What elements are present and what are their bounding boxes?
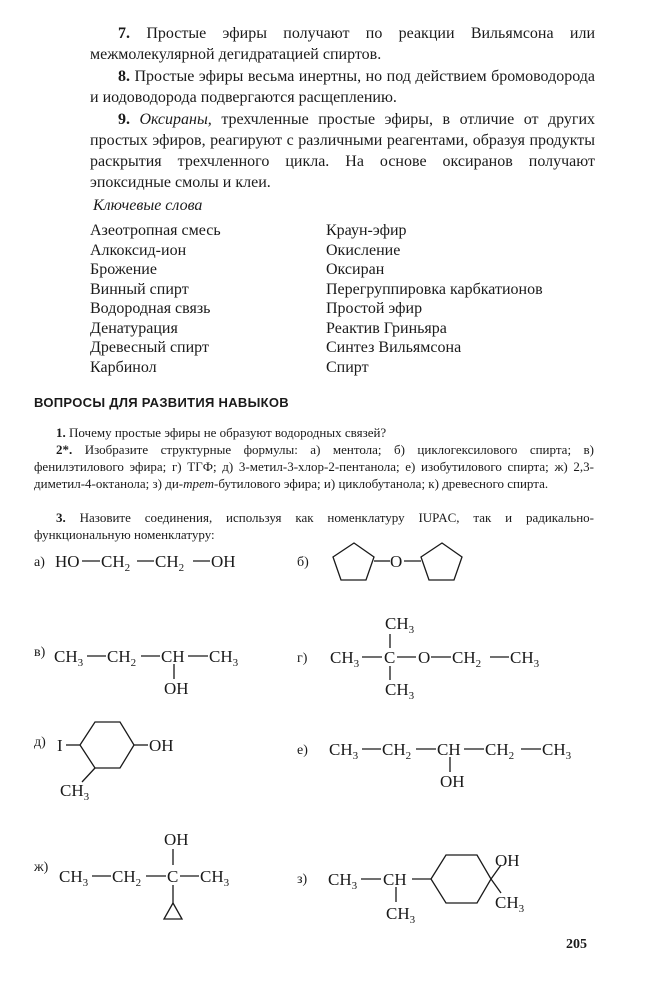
question-text: -бутилового эфира; и) циклобутанола; к) древесного спирта. xyxy=(214,476,549,491)
atom-oh: OH xyxy=(211,552,236,571)
atom-ch3: $CH_3$ xyxy=(542,740,572,762)
atom-ch3: $CH_3$ xyxy=(328,870,358,892)
atom-ch3: $CH_3$ xyxy=(209,647,239,669)
atom-o: O xyxy=(418,648,431,667)
atom-ch: CH xyxy=(383,870,407,889)
structure-bonds xyxy=(66,543,541,919)
label-zh: ж) xyxy=(34,860,49,875)
question-term: трет xyxy=(183,476,215,491)
keyword-item: Брожение xyxy=(90,261,157,278)
atom-ch3: $CH_3$ xyxy=(330,648,360,670)
page-number: 205 xyxy=(566,937,587,952)
atom-c: C xyxy=(384,648,396,667)
keyword-item: Синтез Вильямсона xyxy=(326,339,462,356)
question-text: Назовите соединения, используя как номенклатуру IUPAC, так и радикально-функциональную номенклатуру: xyxy=(34,510,595,542)
atom-ch2: $CH_2$ xyxy=(452,648,482,670)
atom-ch2: $CH_2$ xyxy=(382,740,412,762)
keyword-item: Азеотропная смесь xyxy=(90,222,221,239)
atom-ch2: $CH_2$ xyxy=(485,740,515,762)
keyword-item: Водородная связь xyxy=(90,300,211,317)
question-number: 1. xyxy=(56,425,66,440)
atom-oh: OH xyxy=(440,772,465,791)
atom-ch2: $CH_2$ xyxy=(107,647,137,669)
atom-ch3: $CH_3$ xyxy=(510,648,540,670)
question-text: Почему простые эфиры не образуют водородных связей? xyxy=(69,425,387,440)
atom-c: C xyxy=(167,867,179,886)
atom-oh: OH xyxy=(164,679,189,698)
atom-ch2: $CH_2$ xyxy=(101,552,131,574)
paragraph-number: 9. xyxy=(118,111,130,128)
atom-ch2: $CH_2$ xyxy=(112,867,142,889)
paragraph-text: Простые эфиры весьма инертны, но под действием бромоводорода и иодоводорода подвергаются расщеплению. xyxy=(90,68,596,106)
question-number: 2*. xyxy=(56,442,73,457)
paragraph-number: 8. xyxy=(118,68,130,85)
atom-ch3: $CH_3$ xyxy=(385,680,415,702)
formula-atoms xyxy=(54,552,572,926)
question-number: 3. xyxy=(56,510,66,525)
label-a: а) xyxy=(34,555,45,570)
label-d: д) xyxy=(34,735,46,750)
atom-ch3: $CH_3$ xyxy=(329,740,359,762)
keyword-item: Окисление xyxy=(326,241,401,259)
keyword-item: Оксиран xyxy=(326,261,385,278)
keyword-item: Перегруппировка карбкатионов xyxy=(326,280,543,298)
keyword-item: Реактив Гриньяра xyxy=(326,319,447,337)
label-z: з) xyxy=(297,872,308,887)
label-v: в) xyxy=(34,645,46,660)
atom-ch3: $CH_3$ xyxy=(200,867,230,889)
keyword-item: Спирт xyxy=(326,358,369,376)
question-text: Изобразите структурные формулы: а) ментола; б) циклогексилового спирта; в) фенилэтилового эфира; г) ТГФ; д) 3-метил-3-хлор-2-пентанола; е) изобутилового спирта; ж) 2,3-диметил-4-октанола; з) ди- xyxy=(34,442,595,491)
atom-ch3: $CH_3$ xyxy=(495,893,525,915)
atom-ch: CH xyxy=(161,647,185,666)
atom-ch3: $CH_3$ xyxy=(54,647,84,669)
paragraph-number: 7. xyxy=(118,25,130,42)
keyword-item: Древесный спирт xyxy=(90,339,209,356)
atom-oh: OH xyxy=(164,830,189,849)
atom-o: O xyxy=(390,552,403,571)
paragraph-text: Простые эфиры получают по реакции Вильямсона или межмолекулярной дегидратацией спиртов. xyxy=(90,25,596,63)
atom-ch3: $CH_3$ xyxy=(59,867,89,889)
label-e: е) xyxy=(297,743,308,758)
atom-ch3: $CH_3$ xyxy=(385,614,415,636)
keyword-item: Карбинол xyxy=(90,358,157,376)
label-g: г) xyxy=(297,651,308,666)
paragraph-text: трехчленные простые эфиры, в отличие от других простых эфиров, реагируют с различными реагентами, образуя продукты раскрытия трехчленного цикла. На основе оксиранов получают эпоксидные смолы и клеи. xyxy=(90,111,596,191)
atom-oh: OH xyxy=(149,736,174,755)
atom-ch3: $CH_3$ xyxy=(386,904,416,926)
atom-ch: CH xyxy=(437,740,461,759)
label-b: б) xyxy=(297,555,309,570)
paragraph-term: Оксираны, xyxy=(139,111,212,128)
atom-ch2: $CH_2$ xyxy=(155,552,185,574)
keyword-item: Краун-эфир xyxy=(326,222,407,239)
keyword-item: Денатурация xyxy=(90,319,178,337)
keywords-heading: Ключевые слова xyxy=(93,197,203,214)
keyword-item: Простой эфир xyxy=(326,300,423,317)
atom-ch3: $CH_3$ xyxy=(60,781,90,803)
atom-oh: OH xyxy=(495,851,520,870)
keyword-item: Винный спирт xyxy=(90,280,189,298)
atom-i: I xyxy=(57,736,63,755)
section-title: ВОПРОСЫ ДЛЯ РАЗВИТИЯ НАВЫКОВ xyxy=(34,395,289,410)
atom-ho: HO xyxy=(55,552,80,571)
keyword-item: Алкоксид-ион xyxy=(90,241,187,259)
